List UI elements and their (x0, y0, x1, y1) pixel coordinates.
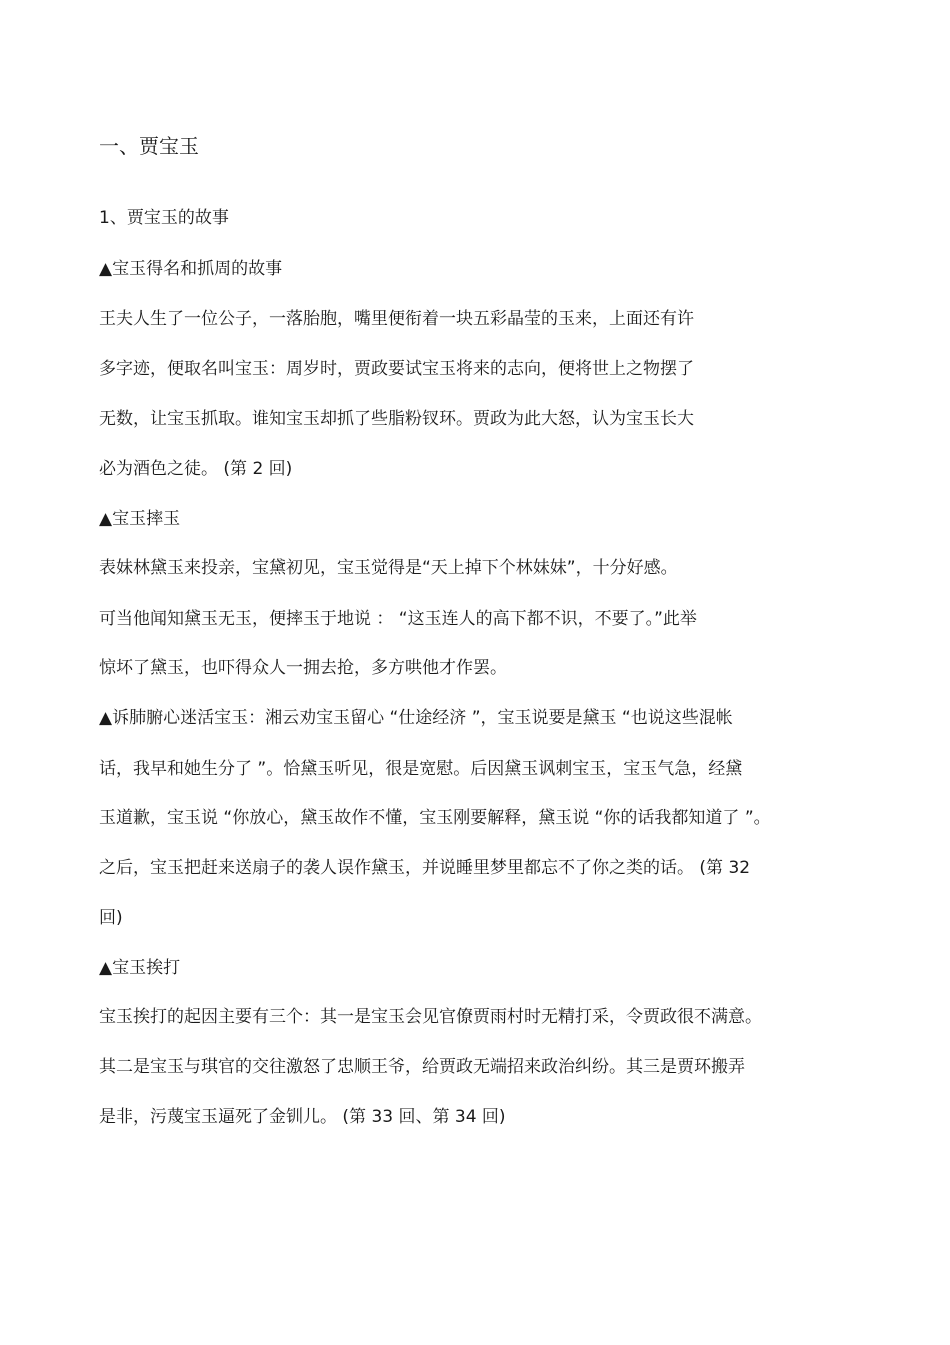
story-heading-naming: ▲宝玉得名和抓周的故事 (99, 259, 283, 279)
story-heading-beating: ▲宝玉挨打 (99, 958, 181, 978)
paragraph-line: 必为酒色之徒。 (第 2 回) (99, 459, 293, 479)
section-subtitle: 1、贾宝玉的故事 (99, 208, 229, 228)
section-title: 一、贾宝玉 (99, 134, 199, 158)
paragraph-line: 无数，让宝玉抓取。谁知宝玉却抓了些脂粉钗环。贾政为此大怒，认为宝玉长大 (99, 409, 694, 429)
paragraph-line: 玉道歉，宝玉说 “你放心，黛玉故作不懂，宝玉刚要解释，黛玉说 “你的话我都知道了 ”。 (99, 808, 771, 828)
paragraph-line: 话，我早和她生分了 ”。恰黛玉听见，很是宽慰。后因黛玉讽刺宝玉，宝玉气急，经黛 (99, 759, 743, 779)
paragraph-line: 惊坏了黛玉，也吓得众人一拥去抢，多方哄他才作罢。 (99, 658, 507, 678)
paragraph-line: 之后，宝玉把赶来送扇子的袭人误作黛玉，并说睡里梦里都忘不了你之类的话。 (第 32 (99, 858, 751, 878)
paragraph-line: 王夫人生了一位公子，一落胎胞，嘴里便衔着一块五彩晶莹的玉来，上面还有许 (99, 309, 694, 329)
paragraph-line: 宝玉挨打的起因主要有三个：其一是宝玉会见官僚贾雨村时无精打采，令贾政很不满意。 (99, 1007, 762, 1027)
paragraph-line: 其二是宝玉与琪官的交往激怒了忠顺王爷，给贾政无端招来政治纠纷。其三是贾环搬弄 (99, 1057, 745, 1077)
paragraph-line: 多字迹，便取名叫宝玉：周岁时，贾政要试宝玉将来的志向，便将世上之物摆了 (99, 359, 694, 379)
paragraph-line: 表妹林黛玉来投亲，宝黛初见，宝玉觉得是“天上掉下个林妹妹”，十分好感。 (99, 558, 678, 578)
paragraph-line: 回) (99, 908, 123, 928)
paragraph-line: ▲诉肺腑心迷活宝玉：湘云劝宝玉留心 “仕途经济 ”，宝玉说要是黛玉 “也说这些混帐 (99, 708, 733, 728)
story-heading-throwing-jade: ▲宝玉摔玉 (99, 509, 181, 529)
paragraph-line: 可当他闻知黛玉无玉，便摔玉于地说 ： “这玉连人的高下都不识，不要了。”此举 (99, 609, 697, 629)
paragraph-line: 是非，污蔑宝玉逼死了金钏儿。 (第 33 回、第 34 回) (99, 1107, 506, 1127)
